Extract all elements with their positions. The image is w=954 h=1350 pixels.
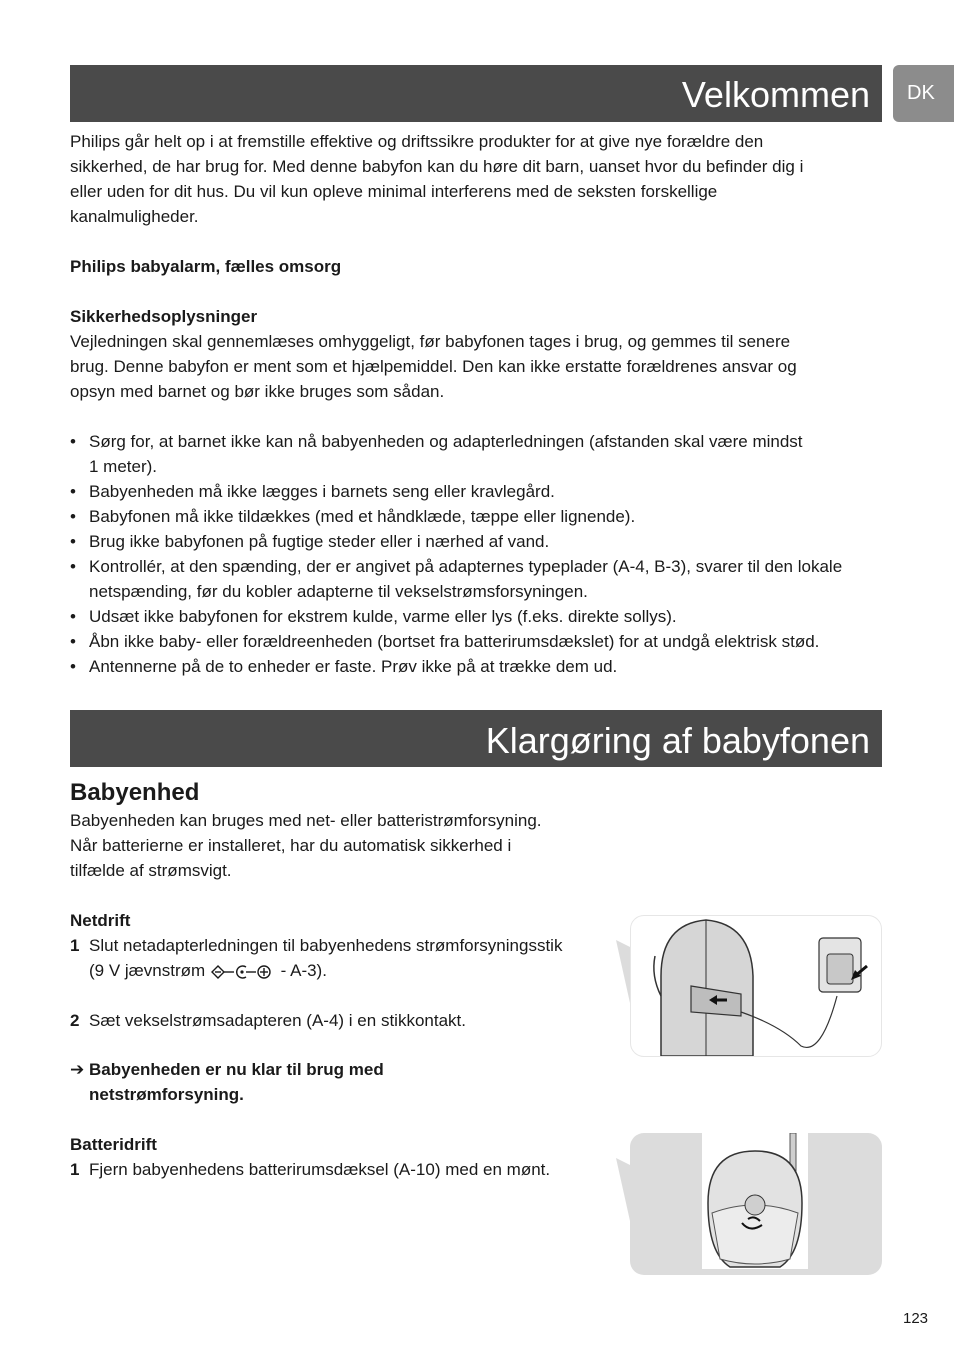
netdrift-step-2 bbox=[70, 1008, 466, 1033]
bullet-line: 1 meter). bbox=[89, 457, 158, 476]
bullet-line: Brug ikke babyfonen på fugtige steder eller i nærhed af vand. bbox=[89, 532, 550, 551]
safety-heading: Sikkerhedsoplysninger bbox=[70, 307, 258, 326]
step-text: Slut netadapterledningen til babyenhedens strømforsyningsstik bbox=[89, 936, 563, 955]
safety-paragraph bbox=[70, 329, 797, 404]
result-arrow-icon: ➔ bbox=[70, 1060, 85, 1079]
figure-battery-cover bbox=[630, 1133, 882, 1275]
intro-paragraph bbox=[70, 129, 803, 229]
step-number: 1 bbox=[70, 1160, 80, 1179]
baby-unit-adapter-illustration bbox=[631, 916, 882, 1057]
intro-line: eller uden for dit hus. Du vil kun opleve minimal interferens med de seksten forskellige bbox=[70, 182, 718, 201]
bullet-item bbox=[70, 504, 882, 529]
tagline: Philips babyalarm, fælles omsorg bbox=[70, 257, 342, 276]
babyenhed-line: Når batterierne er installeret, har du automatisk sikkerhed i bbox=[70, 836, 512, 855]
bullet-line: Åbn ikke baby- eller forældreenheden (bortset fra batterirumsdækslet) for at undgå elektrisk stød. bbox=[89, 632, 820, 651]
step-number: 2 bbox=[70, 1011, 80, 1030]
bullet-item bbox=[70, 604, 882, 629]
bullet-item bbox=[70, 529, 882, 554]
section-title-klargoring: Klargøring af babyfonen bbox=[70, 710, 882, 767]
step-number: 1 bbox=[70, 936, 80, 955]
batteridrift-heading: Batteridrift bbox=[70, 1135, 157, 1154]
section-title-velkommen: Velkommen bbox=[70, 65, 882, 122]
netdrift-step-1 bbox=[70, 933, 562, 983]
safety-line: brug. Denne babyfon er ment som et hjælpemiddel. Den kan ikke erstatte forældrenes ansvar og bbox=[70, 357, 797, 376]
intro-line: kanalmuligheder. bbox=[70, 207, 199, 226]
bullet-line: Babyfonen må ikke tildækkes (med et håndklæde, tæppe eller lignende). bbox=[89, 507, 636, 526]
bullet-line: netspænding, før du kobler adapterne til vekselstrømsforsyningen. bbox=[89, 582, 588, 601]
bullet-item bbox=[70, 554, 882, 604]
bullet-item bbox=[70, 479, 882, 504]
page-number: 123 bbox=[903, 1310, 929, 1327]
result-text: netstrømforsyning. bbox=[89, 1085, 244, 1104]
intro-line: sikkerhed, de har brug for. Med denne babyfon kan du høre dit barn, uanset hvor du befinder dig i bbox=[70, 157, 804, 176]
battery-cover-illustration bbox=[630, 1133, 882, 1275]
language-tab: DK bbox=[893, 65, 954, 122]
step-text: Fjern babyenhedens batterirumsdæksel (A-10) med en mønt. bbox=[89, 1160, 551, 1179]
dc-polarity-icon bbox=[210, 964, 276, 980]
bullet-item bbox=[70, 629, 882, 654]
bullet-item bbox=[70, 429, 882, 479]
step-text: Sæt vekselstrømsadapteren (A-4) i en stikkontakt. bbox=[89, 1011, 466, 1030]
figure-adapter-connection bbox=[630, 915, 882, 1057]
result-text: Babyenheden er nu klar til brug med bbox=[89, 1060, 384, 1079]
babyenhed-line: Babyenheden kan bruges med net- eller batteristrømforsyning. bbox=[70, 811, 542, 830]
bullet-line: Udsæt ikke babyfonen for ekstrem kulde, varme eller lys (f.eks. direkte sollys). bbox=[89, 607, 677, 626]
bullet-line: Sørg for, at barnet ikke kan nå babyenheden og adapterledningen (afstanden skal være mindst bbox=[89, 432, 803, 451]
step-text: (9 V jævnstrøm bbox=[89, 961, 206, 980]
bullet-line: Kontrollér, at den spænding, der er angivet på adapternes typeplader (A-4, B-3), svarer til den lokale bbox=[89, 557, 843, 576]
bullet-line: Antennerne på de to enheder er faste. Prøv ikke på at trække dem ud. bbox=[89, 657, 618, 676]
safety-bullet-list bbox=[70, 429, 882, 679]
safety-line: opsyn med barnet og bør ikke bruges som sådan. bbox=[70, 382, 445, 401]
intro-line: Philips går helt op i at fremstille effektive og driftssikre produkter for at give nye forældre den bbox=[70, 132, 764, 151]
babyenhed-paragraph bbox=[70, 808, 542, 883]
netdrift-result bbox=[70, 1057, 384, 1107]
subheading-babyenhed: Babyenhed bbox=[70, 779, 200, 806]
babyenhed-line: tilfælde af strømsvigt. bbox=[70, 861, 232, 880]
step-text: - A-3). bbox=[280, 961, 327, 980]
batteridrift-step-1 bbox=[70, 1157, 550, 1182]
netdrift-heading: Netdrift bbox=[70, 911, 131, 930]
bullet-line: Babyenheden må ikke lægges i barnets seng eller kravlegård. bbox=[89, 482, 555, 501]
safety-line: Vejledningen skal gennemlæses omhyggeligt, før babyfonen tages i brug, og gemmes til senere bbox=[70, 332, 791, 351]
bullet-item bbox=[70, 654, 882, 679]
